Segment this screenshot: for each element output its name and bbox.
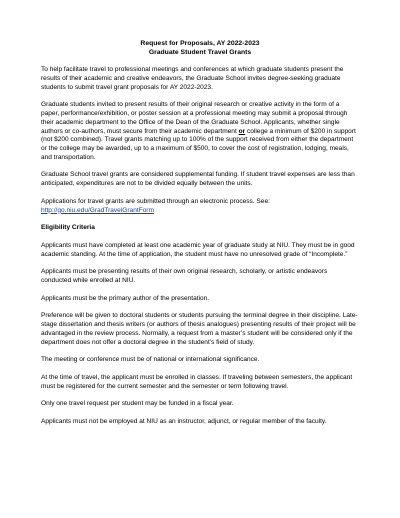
support-text-before: Graduate students invited to present results of their original research or creative activity in the form of a paper, performance/exhibition, or poster session at a professional meeting may submit a proposal through their academic department to the Office of the Dean of the Graduate School. Applicants, whether single authors or co-authors, must secure from their academic department (41, 101, 348, 135)
criterion-paragraph: Applicants must be the primary author of the presentation. (41, 294, 210, 302)
intro-paragraph: To help facilitate travel to professional meetings and conferences at which graduate students present the results of their academic and creative endeavors, the Graduate School invites degree-seeking graduate students to submit travel grant proposals for AY 2022-2023. (41, 66, 344, 91)
criterion-paragraph: Applicants must not be employed at NIU as an instructor, adjunct, or regular member of the faculty. (41, 417, 327, 425)
criterion-paragraph: Only one travel request per student may be funded in a fiscal year. (41, 400, 234, 408)
eligibility-heading: Eligibility Criteria (41, 224, 95, 232)
supplemental-paragraph: Graduate School travel grants are considered supplemental funding. If student travel expenses are less than anticipated, expenditures are not to be divided equally between the units. (41, 171, 355, 188)
document-title: Request for Proposals, AY 2022-2023 (140, 40, 260, 47)
support-emphasis: or (238, 127, 246, 135)
document-subtitle: Graduate Student Travel Grants (148, 48, 252, 56)
support-text-after: college a minimum of $200 in support (not $200 combined). Travel grants matching up to 100% of the support received from either the department or the college may be awarded, up to a maximum of $500, to cover the cost of registration, lodging, meals, and transportation. (41, 127, 356, 161)
criterion-paragraph: Applicants must be presenting results of their own original research, scholarly, or artistic endeavors conducted while enrolled at NIU. (41, 268, 328, 285)
application-text: Applications for travel grants are submitted through an electronic process. See: (41, 197, 270, 205)
application-paragraph (41, 198, 359, 216)
criterion-paragraph: Preference will be given to doctoral students or students pursuing the terminal degree in their discipline. Late-stage dissertation and thesis writers (or authors of thesis analogues) presenting results of their project will be advantaged in the review process. Normally, a request from a master’s student will be considered only if the department does not offer a doctoral degree in the student’s field of study. (41, 312, 358, 346)
criterion-paragraph: Applicants must have completed at least one academic year of graduate study at NIU. They must be in good academic standing. At the time of application, the student must have no unresolved grade of “Incomplete.” (41, 241, 355, 258)
support-paragraph (41, 101, 359, 162)
criterion-paragraph: At the time of travel, the applicant must be enrolled in classes. If traveling between semesters, the applicant must be registered for the current semester and the semester or term following travel. (41, 373, 353, 390)
application-form-link[interactable]: http://go.niu.edu/GradTravelGrantForm (41, 206, 154, 214)
criterion-paragraph: The meeting or conference must be of national or international significance. (41, 356, 260, 364)
